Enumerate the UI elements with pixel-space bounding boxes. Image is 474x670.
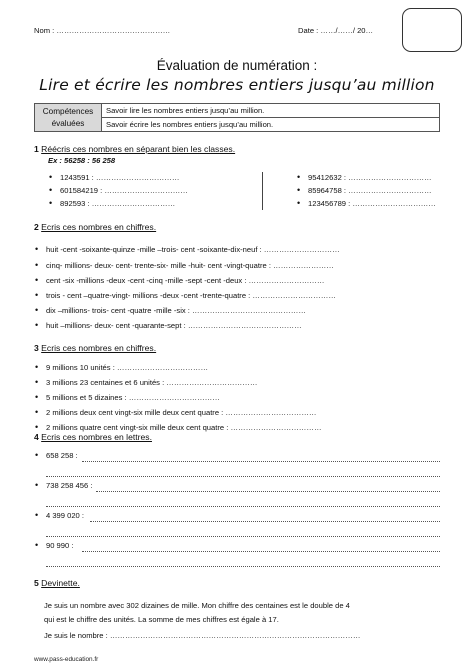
section-3-title xyxy=(34,343,156,353)
answer-line xyxy=(96,491,440,492)
answer-line xyxy=(90,521,440,522)
riddle-line: qui est le chiffre des unités. La somme de mes chiffres est égale à 17. xyxy=(44,615,279,624)
list-item: • 95412632 : …………………………… xyxy=(308,173,432,182)
section-4-title xyxy=(34,432,152,442)
list-item: • 85964758 : …………………………… xyxy=(308,186,432,195)
answer-line xyxy=(46,476,440,477)
list-item: • 601584219 : …………………………… xyxy=(60,186,188,195)
section-number: 4 xyxy=(34,432,39,442)
section-2-title xyxy=(34,222,156,232)
list-item: • 3 millions 23 centaines et 6 unités : ……………………………… xyxy=(46,378,257,387)
list-item: • huit -cent -soixante-quinze -mille –trois- cent -soixante-dix-neuf : ………………………… xyxy=(46,245,340,254)
score-box xyxy=(402,8,462,52)
list-item: • 658 258 : xyxy=(46,451,78,460)
list-item: • 738 258 456 : xyxy=(46,481,92,490)
footer-url: www.pass-education.fr xyxy=(34,656,99,663)
section-5-title xyxy=(34,578,80,588)
list-item: • 2 millions quatre cent vingt-six mille deux cent quatre : ……………………………… xyxy=(46,423,322,432)
list-item: • 4 399 020 : xyxy=(46,511,84,520)
answer-line xyxy=(46,506,440,507)
section-number: 5 xyxy=(34,578,39,588)
section-heading: Ecris ces nombres en chiffres. xyxy=(41,343,157,353)
list-item: • huit –millions- deux- cent -quarante-sept : ……………………………………… xyxy=(46,321,302,330)
nom-field: Nom : ……………………………………… xyxy=(34,26,171,35)
section-number: 1 xyxy=(34,144,39,154)
section-heading: Devinette. xyxy=(41,578,80,588)
answer-line xyxy=(82,461,440,462)
list-item: • 892593 : …………………………… xyxy=(60,199,175,208)
list-item: • cent -six -millions -deux -cent -cinq -mille -sept -cent -deux : ………………………… xyxy=(46,276,325,285)
answer-line xyxy=(46,566,440,567)
date-field: Date : ……/……/ 20… xyxy=(298,26,374,35)
section-heading: Réécris ces nombres en séparant bien les classes. xyxy=(41,144,236,154)
list-item: • 5 millions et 5 dizaines : ……………………………… xyxy=(46,393,220,402)
competences-label xyxy=(35,104,102,132)
section-heading: Ecris ces nombres en chiffres. xyxy=(41,222,157,232)
section-heading: Ecris ces nombres en lettres. xyxy=(41,432,152,442)
section-number: 2 xyxy=(34,222,39,232)
page-title: Évaluation de numération : xyxy=(156,58,318,73)
list-item: • dix –millions- trois- cent -quatre -mille -six : ……………………………………… xyxy=(46,306,306,315)
answer-line xyxy=(82,551,440,552)
competences-label-line2: évaluées xyxy=(51,118,85,128)
list-item: • cinq- millions- deux- cent- trente-six- mille -huit- cent -vingt-quatre : …………………… xyxy=(46,261,334,270)
competence-item: Savoir lire les nombres entiers jusqu’au million. xyxy=(102,104,440,118)
section-number: 3 xyxy=(34,343,39,353)
list-item: • trois - cent –quatre-vingt- millions -deux -cent -trente-quatre : …………………………… xyxy=(46,291,336,300)
section-1-title xyxy=(34,144,235,154)
list-item: • 9 millions 10 unités : ……………………………… xyxy=(46,363,208,372)
list-item: • 123456789 : …………………………… xyxy=(308,199,436,208)
page-subtitle: Lire et écrire les nombres entiers jusqu’au million xyxy=(39,76,435,94)
list-item: • 2 millions deux cent vingt-six mille deux cent quatre : ……………………………… xyxy=(46,408,317,417)
list-item: • 1243591 : …………………………… xyxy=(60,173,179,182)
answer-line xyxy=(46,536,440,537)
competence-item: Savoir écrire les nombres entiers jusqu’au million. xyxy=(102,118,440,132)
riddle-answer-line: Je suis le nombre : ……………………………………………………………………………………… xyxy=(44,631,361,640)
competences-table xyxy=(34,103,440,132)
column-divider xyxy=(262,172,263,210)
section-1-example: Ex : 56258 : 56 258 xyxy=(48,156,116,165)
list-item: • 90 990 : xyxy=(46,541,73,550)
riddle-line: Je suis un nombre avec 302 dizaines de mille. Mon chiffre des centaines est le double de 4 xyxy=(44,601,350,610)
competences-label-line1: Compétences xyxy=(42,106,94,116)
